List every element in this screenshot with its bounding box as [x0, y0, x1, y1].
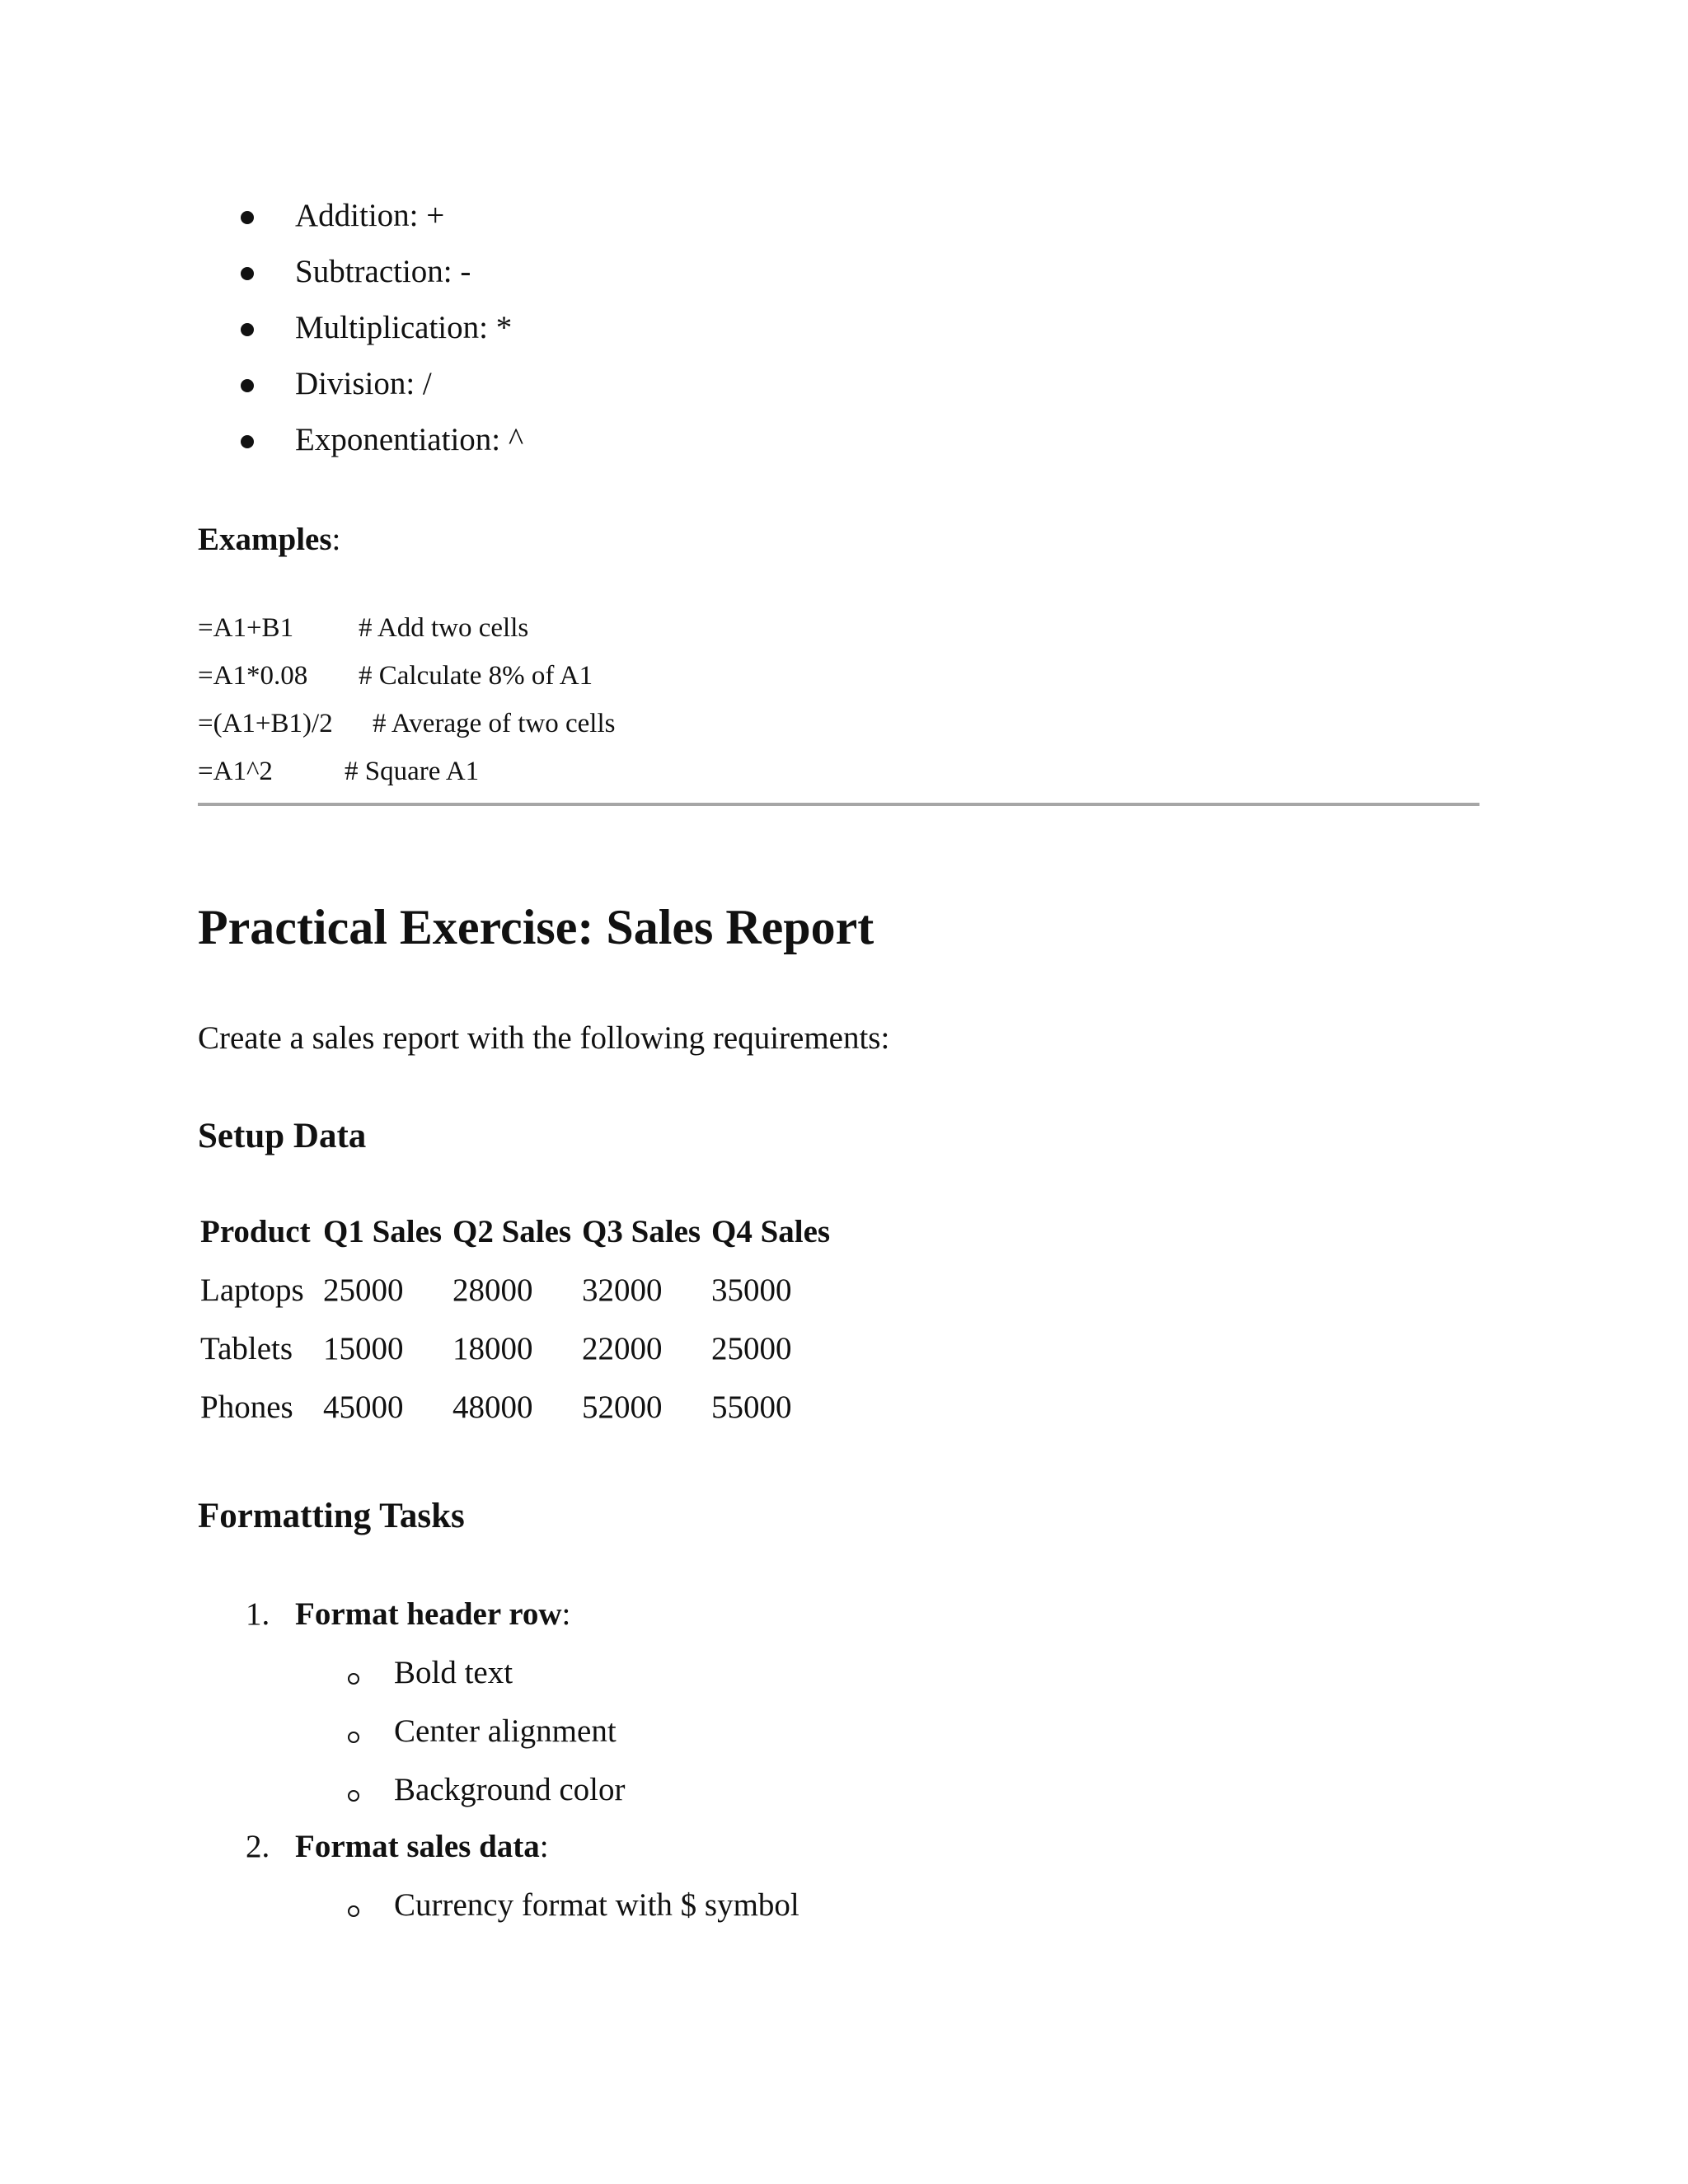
- table-cell: 28000: [452, 1272, 533, 1308]
- table-cell: Phones: [200, 1390, 293, 1425]
- code-comment: # Calculate 8% of A1: [359, 661, 593, 691]
- operator-text: Multiplication: *: [295, 310, 513, 345]
- intro-paragraph: Create a sales report with the following requirements:: [198, 1020, 890, 1056]
- code-line: [198, 655, 593, 696]
- code-line: [198, 703, 616, 744]
- table-cell: Laptops: [200, 1272, 304, 1308]
- operator-text: Division: /: [295, 366, 432, 401]
- task-number: 2.: [246, 1829, 270, 1864]
- code-formula: =A1+B1: [198, 613, 294, 643]
- examples-heading: [198, 515, 340, 565]
- table-cell: 22000: [582, 1331, 663, 1366]
- table-header-cell: Q3 Sales: [582, 1214, 701, 1249]
- code-formula: =A1*0.08: [198, 661, 308, 691]
- examples-colon: :: [331, 522, 341, 557]
- table-cell: 18000: [452, 1331, 533, 1366]
- operator-text: Subtraction: -: [295, 254, 471, 289]
- task-title: [295, 1590, 570, 1639]
- circle-bullet-icon: [348, 1905, 359, 1917]
- code-line: [198, 607, 529, 649]
- horizontal-divider: [198, 803, 1479, 806]
- bullet-icon: [241, 435, 254, 448]
- page-title: Practical Exercise: Sales Report: [198, 900, 874, 954]
- list-item: [0, 303, 989, 353]
- operator-text: Exponentiation: ^: [295, 422, 524, 457]
- table-cell: Tablets: [200, 1331, 293, 1366]
- bullet-icon: [241, 267, 254, 280]
- task-colon: :: [539, 1829, 549, 1864]
- table-header-cell: Q2 Sales: [452, 1214, 572, 1249]
- table-cell: 45000: [323, 1390, 404, 1425]
- list-item: [0, 191, 989, 241]
- formatting-tasks-heading: Formatting Tasks: [198, 1497, 465, 1535]
- code-formula: =(A1+B1)/2: [198, 709, 333, 738]
- sub-item-text: Background color: [394, 1772, 626, 1807]
- code-comment: # Square A1: [345, 757, 480, 786]
- list-item: [0, 359, 989, 409]
- bullet-icon: [241, 211, 254, 224]
- code-formula: =A1^2: [198, 757, 273, 786]
- table-header-cell: Q4 Sales: [711, 1214, 831, 1249]
- bullet-icon: [241, 379, 254, 392]
- circle-bullet-icon: [348, 1673, 359, 1685]
- sub-item-text: Bold text: [394, 1655, 513, 1690]
- sub-item-text: Center alignment: [394, 1713, 617, 1749]
- list-item: [0, 247, 989, 297]
- table-cell: 35000: [711, 1272, 792, 1308]
- table-cell: 52000: [582, 1390, 663, 1425]
- table-cell: 25000: [711, 1331, 792, 1366]
- code-comment: # Add two cells: [359, 613, 529, 643]
- setup-data-heading: Setup Data: [198, 1117, 367, 1155]
- table-cell: 15000: [323, 1331, 404, 1366]
- table-cell: 48000: [452, 1390, 533, 1425]
- circle-bullet-icon: [348, 1732, 359, 1743]
- table-cell: 32000: [582, 1272, 663, 1308]
- sub-item-text: Currency format with $ symbol: [394, 1887, 799, 1923]
- task-colon: :: [561, 1596, 571, 1632]
- operator-text: Addition: +: [295, 198, 445, 233]
- task-title-bold: Format header row: [295, 1596, 562, 1632]
- code-line: [198, 751, 480, 792]
- examples-label: Examples: [198, 522, 332, 557]
- table-header-cell: Q1 Sales: [323, 1214, 443, 1249]
- code-comment: # Average of two cells: [373, 709, 616, 738]
- task-number: 1.: [246, 1596, 270, 1632]
- circle-bullet-icon: [348, 1790, 359, 1802]
- list-item: [0, 415, 989, 465]
- bullet-icon: [241, 323, 254, 336]
- table-cell: 25000: [323, 1272, 404, 1308]
- table-cell: 55000: [711, 1390, 792, 1425]
- task-title: [295, 1822, 549, 1872]
- task-title-bold: Format sales data: [295, 1829, 540, 1864]
- table-header-cell: Product: [200, 1214, 311, 1249]
